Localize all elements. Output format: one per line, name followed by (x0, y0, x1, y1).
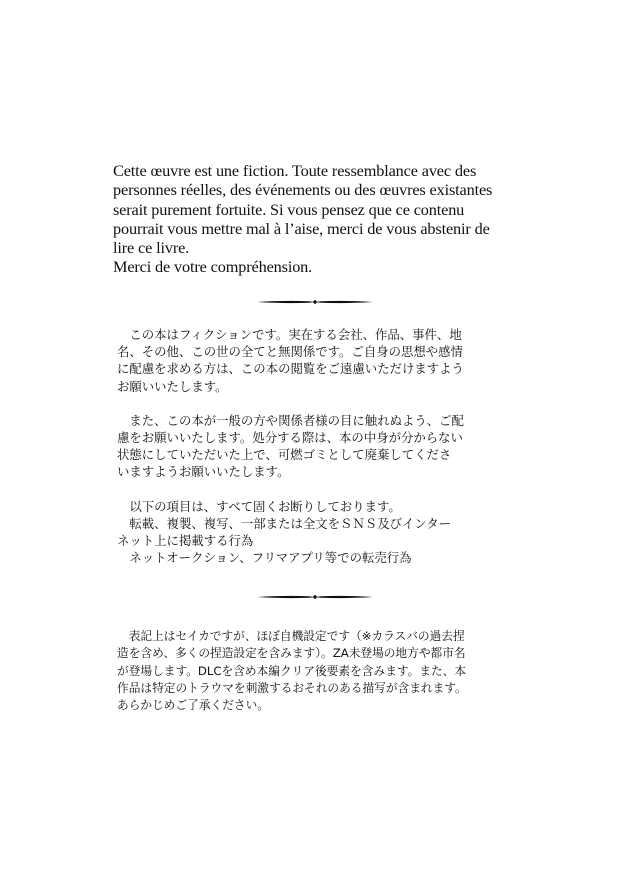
french-line: pourrait vous mettre mal à l’aise, merci de vous abstenir de (113, 218, 490, 238)
setting-notice (117, 628, 527, 714)
paragraph-line: に配慮を求める方は、この本の閲覧をご遠慮いただけますよう (117, 361, 464, 377)
paragraph-line: お願いいたします。 (117, 378, 228, 394)
setting-line: あらかじめご了承ください。 (117, 698, 269, 713)
french-line: serait purement fortuite. Si vous pensez que ce contenu (113, 199, 465, 219)
paragraph-spacer (117, 395, 517, 412)
paragraph-line: 名、その他、この世の全てと無関係です。ご自身の思想や感情 (117, 344, 463, 360)
ornamental-divider (257, 593, 373, 601)
paragraph-line: この本はフィクションです。実在する会社、作品、事件、地 (117, 327, 462, 342)
paragraph-line: 慮をお願いいたします。処分する際は、本の中身が分からない (117, 430, 463, 446)
japanese-disclaimer (117, 326, 517, 566)
french-disclaimer (113, 161, 523, 277)
paragraph-line: また、この本が一般の方や関係者様の目に触れぬよう、ご配 (117, 412, 464, 428)
french-line: Merci de votre compréhension. (113, 257, 313, 277)
setting-line: 作品は特定のトラウマを刺激するおそれのある描写が含まれます。 (117, 680, 467, 695)
setting-line: 造を含め、多くの捏造設定を含みます）。ZA未登場の地方や都市名 (117, 646, 466, 661)
paragraph-spacer (117, 481, 517, 498)
paragraph-line: いますようお願いいたします。 (117, 464, 290, 480)
paragraph-line: ネットオークション、フリマアプリ等での転売行為 (117, 550, 412, 566)
setting-line: が登場します。DLCを含め本編クリア後要素を含みます。また、本 (117, 663, 467, 678)
paragraph-line: ネット上に掲載する行為 (117, 533, 254, 549)
french-line: personnes réelles, des événements ou des œuvres existantes (113, 180, 493, 200)
paragraph-line: 以下の項目は、すべて固くお断りしております。 (117, 498, 401, 514)
french-line: lire ce livre. (113, 238, 190, 258)
ornamental-divider (257, 298, 373, 306)
french-line: Cette œuvre est une fiction. Toute ressemblance avec des (113, 161, 477, 180)
paragraph-line: 転載、複製、複写、一部または全文をＳＮＳ及びインター (117, 515, 452, 531)
setting-line: 表記上はセイカですが、ほぼ自機設定です（※カラスバの過去捏 (117, 629, 465, 643)
paragraph-line: 状態にしていただいた上で、可燃ゴミとして廃棄してくださ (117, 447, 452, 463)
